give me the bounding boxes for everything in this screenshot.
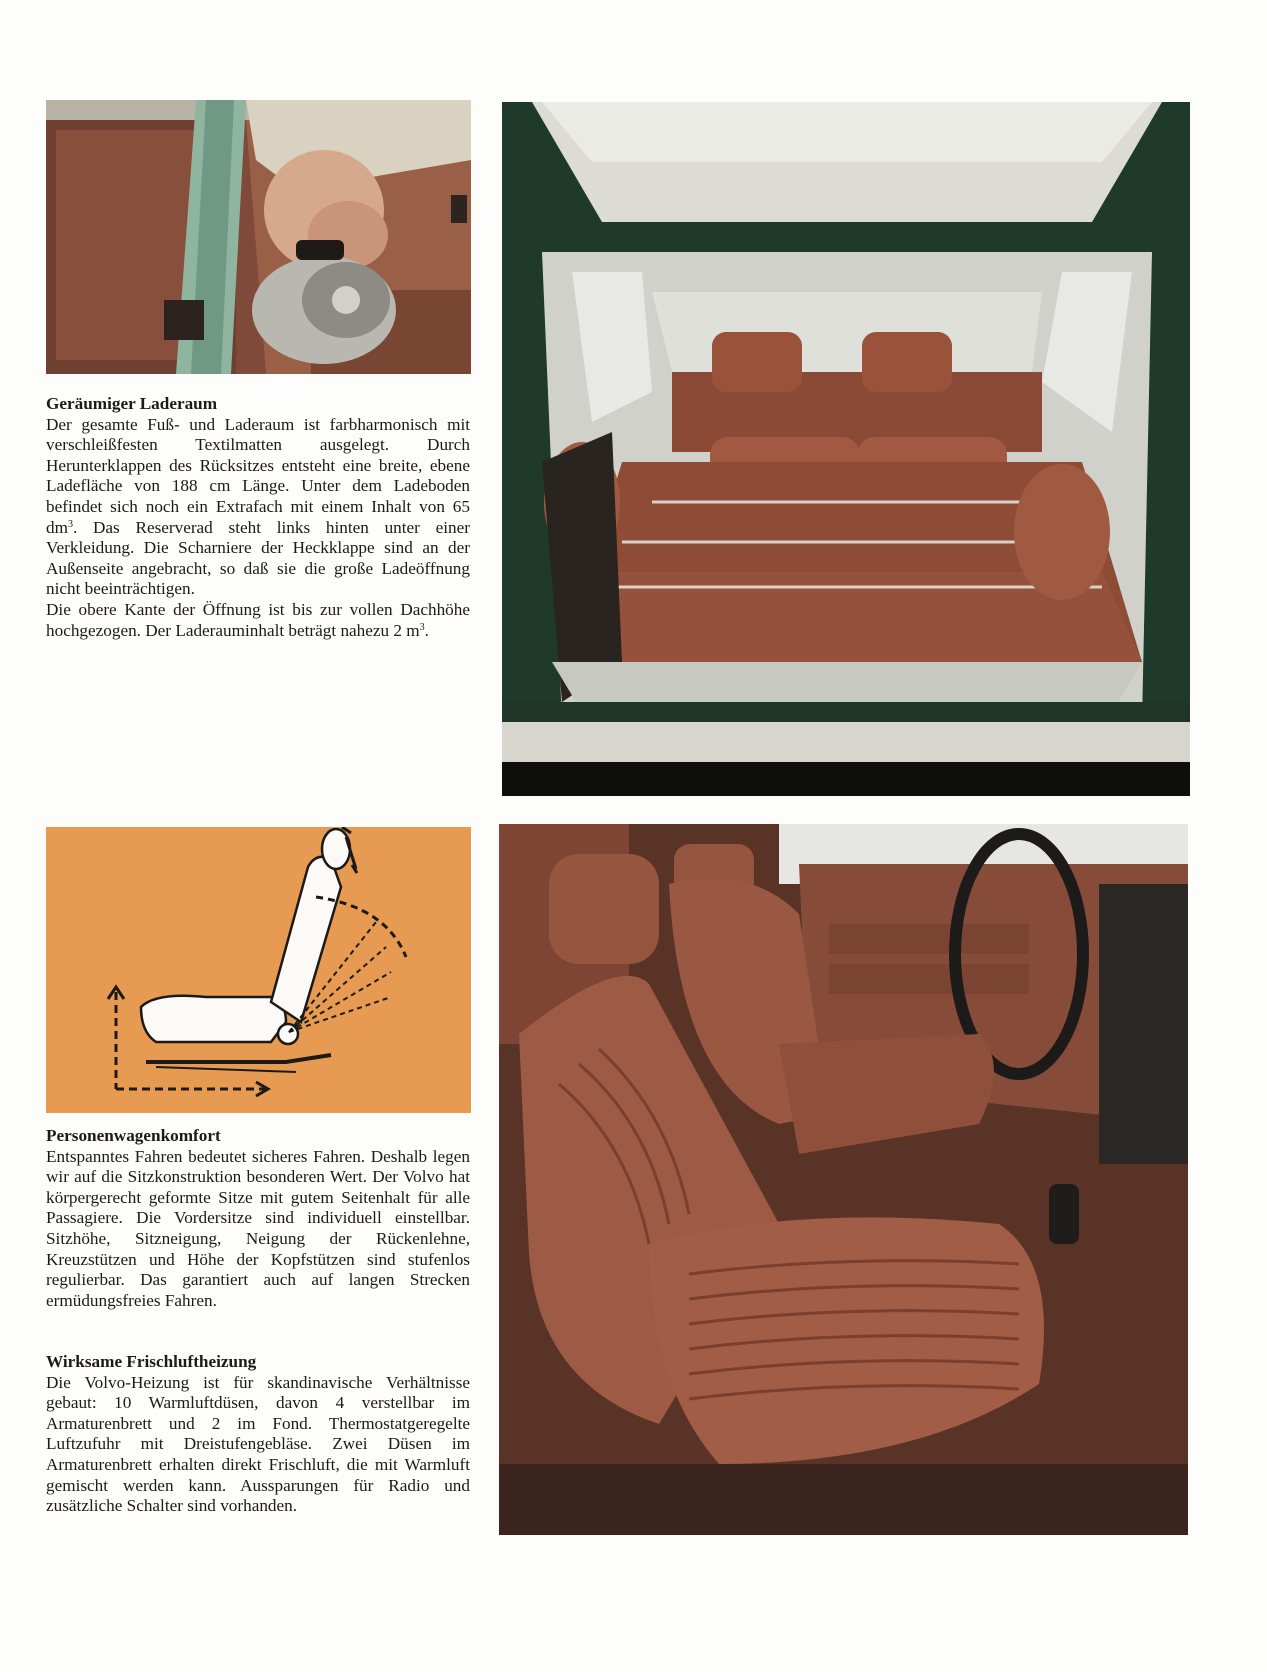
cargo-paragraph-1: Der gesamte Fuß- und Laderaum ist farbharmonisch mit verschleißfesten Textilmatten ausgelegt. Durch Herunterklappen des Rücksitzes entsteht eine breite, ebene Ladefläche von 188 cm Länge. Unter dem Ladeboden befindet sich noch ein Extrafach mit einem Inhalt von 65 $dm^3$. Das Reserverad steht links hinten unter einer Verkleidung. Die Scharniere der Heckklappe sind an der Außenseite angebracht, so daß sie die große Ladeöffnung nicht beeinträchtigen. [46, 414, 470, 599]
comfort-paragraph: Entspanntes Fahren bedeutet sicheres Fahren. Deshalb legen wir auf die Sitzkonstruktion besonderen Wert. Der Volvo hat körpergerecht geformte Sitze mit gutem Seitenhalt für alle Passagiere. Die Vordersitze sind individuell einstellbar. Sitzhöhe, Sitzneigung, Neigung der Rückenlehne, Kreuzstützen und Höhe der Kopfstützen sind stufenlos regulierbar. Das garantiert auch auf langen Strecken ermüdungsfreies Fahren. [46, 1146, 470, 1310]
comfort-text-block [46, 1126, 470, 1311]
seat-adjustment-diagram [46, 827, 471, 1113]
heating-paragraph: Die Volvo-Heizung ist für skandinavische Verhältnisse gebaut: 10 Warmluftdüsen, davon 4 verstellbar im Armaturenbrett und 2 im Fond. Thermostatgeregelte Luftzufuhr mit Dreistufengebläse. Zwei Düsen im Armaturenbrett erhalten direkt Frischluft, die mit Warmluft gemischt werden kann. Aussparungen für Radio und zusätzliche Schalter sind vorhanden. [46, 1372, 470, 1516]
photo-front-seats [499, 824, 1188, 1535]
photo-door-trim-detail [46, 100, 471, 374]
heating-text-block [46, 1352, 470, 1517]
cargo-paragraph-2: Die obere Kante der Öffnung ist bis zur vollen Dachhöhe hochgezogen. Der Laderauminhalt beträgt nahezu 2 $m^3$. [46, 599, 470, 640]
heating-heading: Wirksame Frischluftheizung [46, 1352, 257, 1371]
cargo-heading: Geräumiger Laderaum [46, 394, 218, 413]
photo-cargo-area [502, 102, 1190, 796]
cargo-text-block [46, 394, 470, 641]
comfort-heading: Personenwagenkomfort [46, 1126, 221, 1145]
